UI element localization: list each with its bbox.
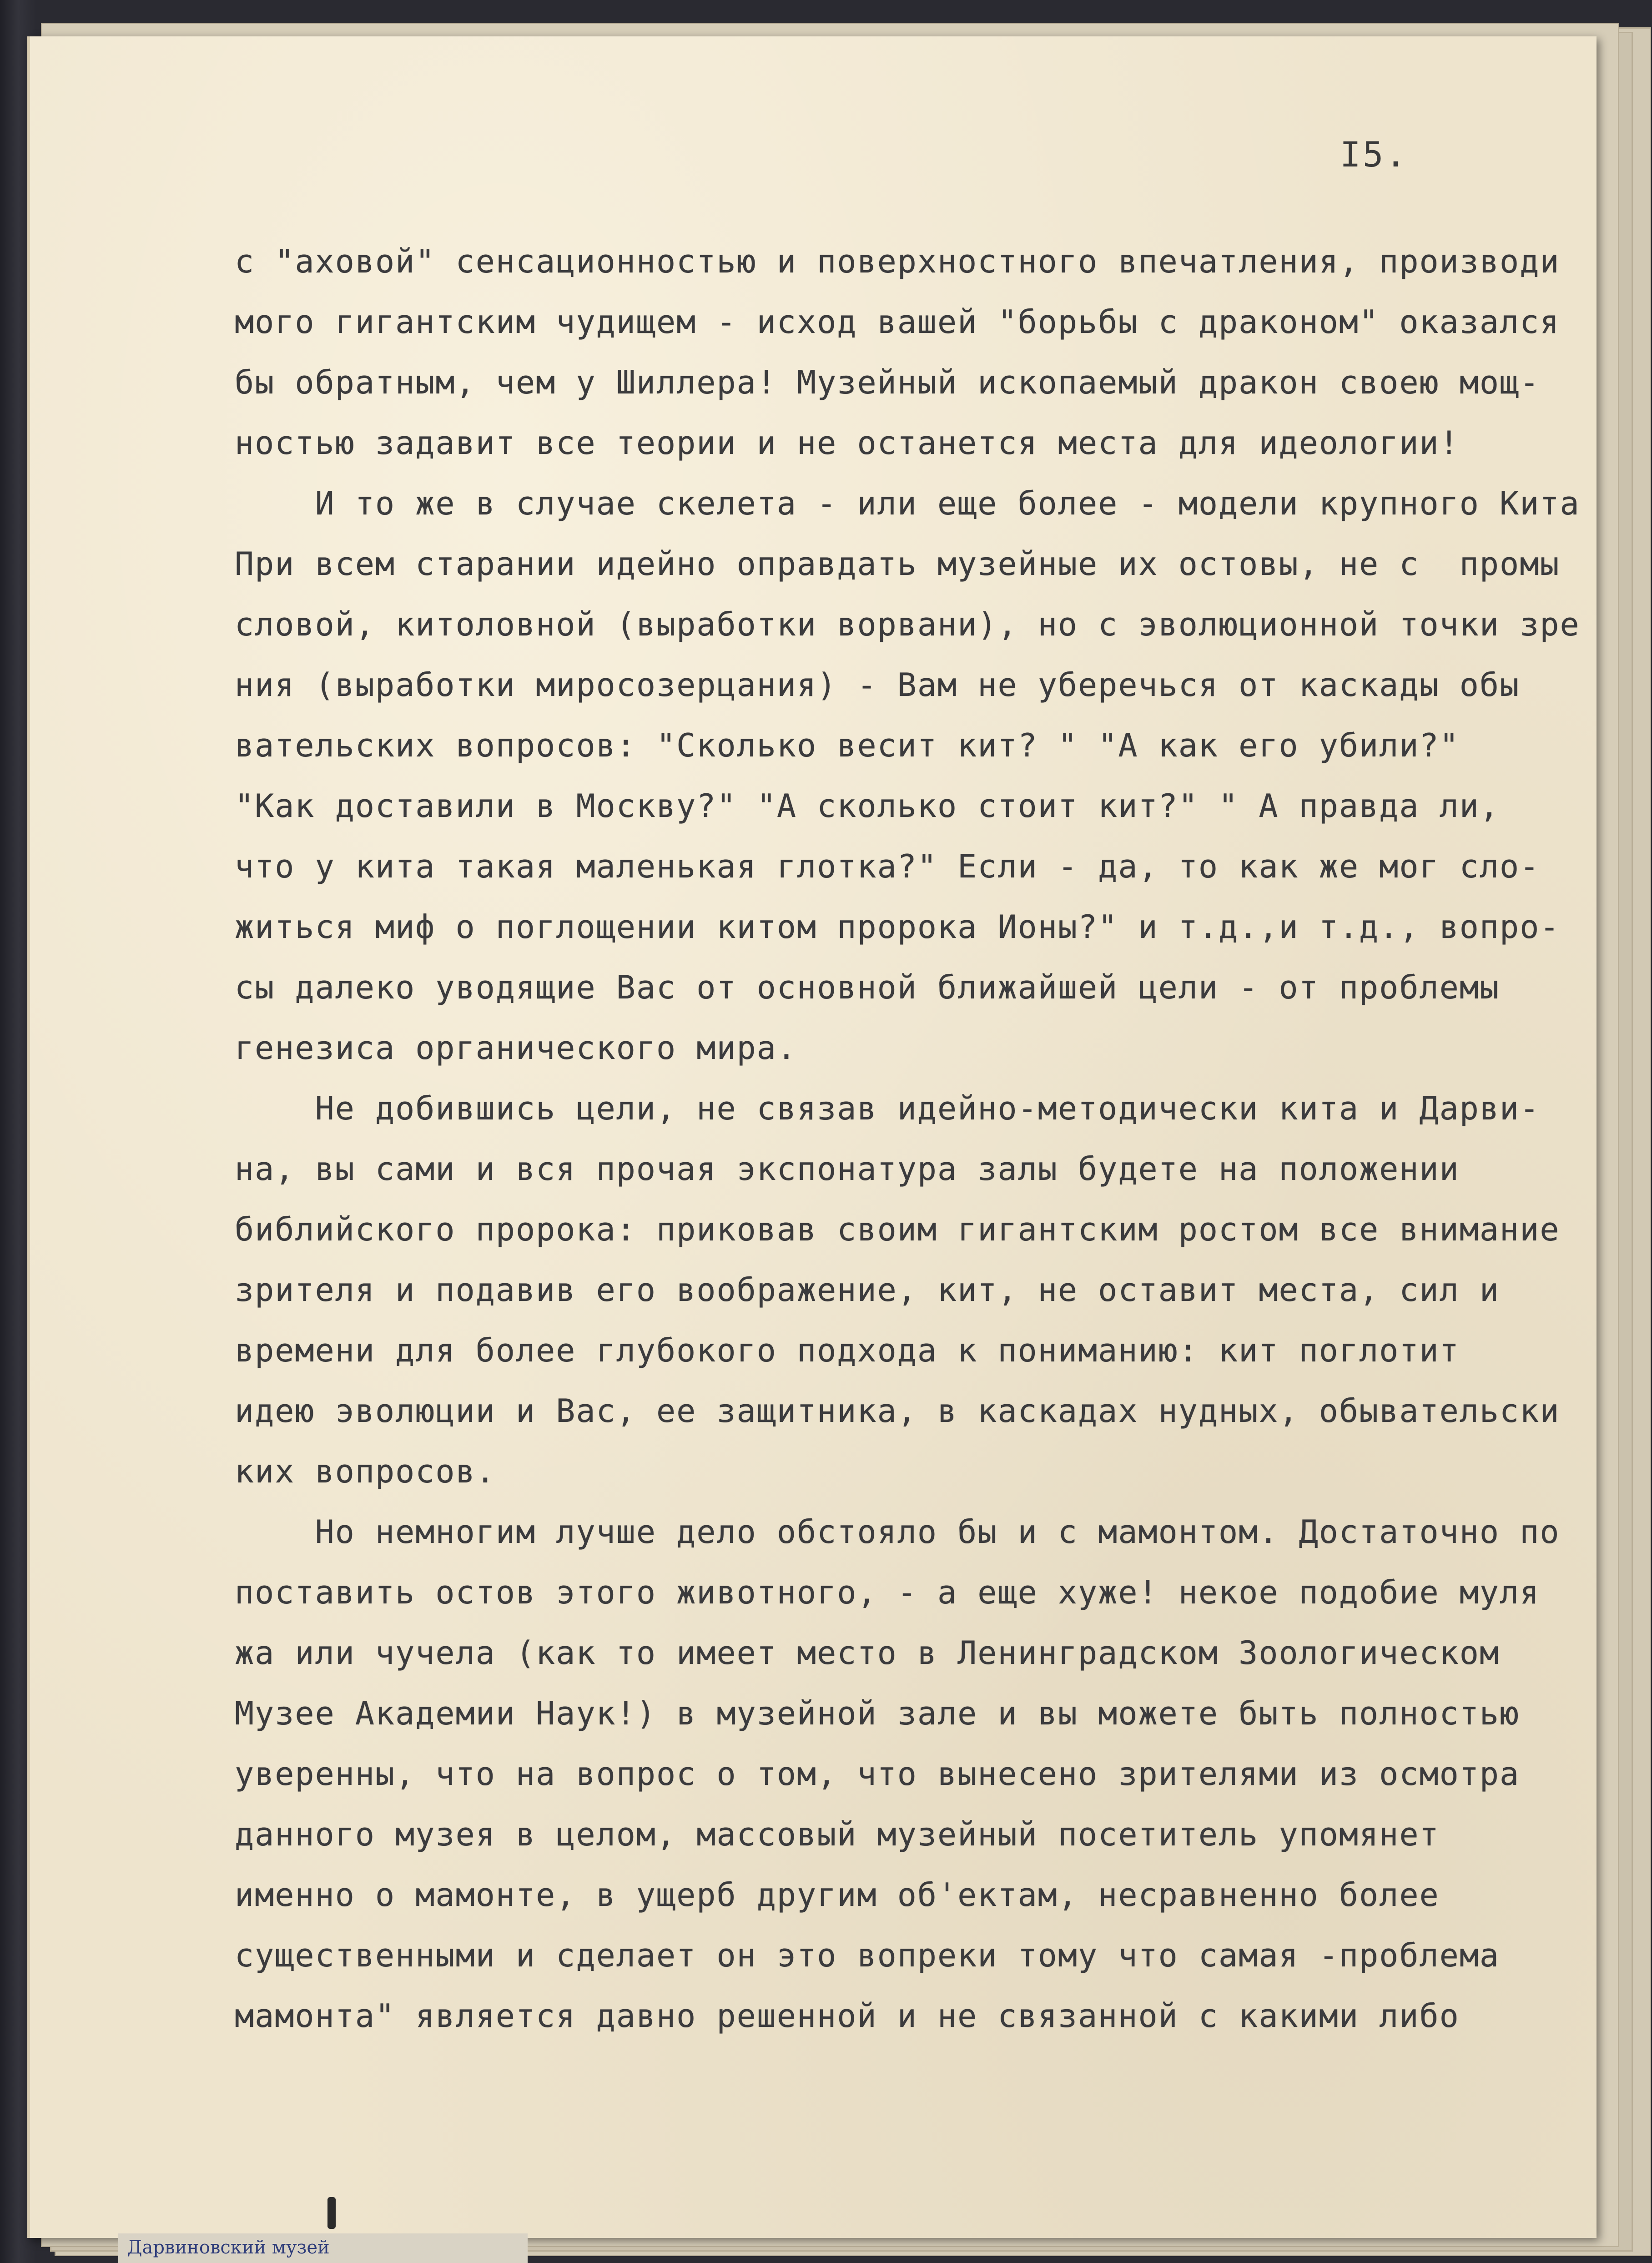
page-number: I5. — [1340, 134, 1408, 175]
text-line: "Как доставили в Москву?" "А сколько стоит кит?" " А правда ли, — [235, 787, 1500, 825]
text-line: данного музея в целом, массовый музейный посетитель упомянет — [235, 1816, 1440, 1853]
text-line: библийского пророка: приковав своим гигантским ростом все внимание — [235, 1211, 1560, 1248]
typed-page — [27, 36, 1597, 2238]
text-line: словой, китоловной (выработки ворвани), но с эволюционной точки зре — [235, 606, 1580, 643]
text-line: жа или чучела (как то имеет место в Ленинградском Зоологическом — [235, 1634, 1500, 1672]
text-line: на, вы сами и вся прочая экспонатура залы будете на положении — [235, 1150, 1460, 1188]
text-line: мамонта" является давно решенной и не связанной с какими либо — [235, 1997, 1460, 2035]
text-line: ния (выработки миросозерцания) - Вам не уберечься от каскады обы — [235, 666, 1520, 704]
text-line: сы далеко уводящие Вас от основной ближайшей цели - от проблемы — [235, 969, 1500, 1006]
text-line: Не добившись цели, не связав идейно-методически кита и Дарви- — [235, 1090, 1540, 1127]
text-line: мого гигантским чудищем - исход вашей "борьбы с драконом" оказался — [235, 303, 1560, 341]
archive-stamp-strip — [118, 2233, 528, 2263]
text-line: уверенны, что на вопрос о том, что вынесено зрителями из осмотра — [235, 1755, 1520, 1793]
text-line: существенными и сделает он это вопреки тому что самая -проблема — [235, 1937, 1500, 1974]
text-line: Но немногим лучше дело обстояло бы и с мамонтом. Достаточно по — [235, 1513, 1560, 1551]
text-line: генезиса органического мира. — [235, 1029, 797, 1067]
text-line: идею эволюции и Вас, ее защитника, в каскадах нудных, обывательски — [235, 1392, 1560, 1430]
text-line: именно о мамонте, в ущерб другим об'ектам, несравненно более — [235, 1876, 1440, 1914]
text-line: ких вопросов. — [235, 1453, 496, 1490]
text-line: с "аховой" сенсационностью и поверхностного впечатления, производи — [235, 243, 1560, 280]
text-line: И то же в случае скелета - или еще более - модели крупного Кита — [235, 485, 1580, 522]
text-line: времени для более глубокого подхода к пониманию: кит поглотит — [235, 1332, 1460, 1369]
text-line: что у кита такая маленькая глотка?" Если - да, то как же мог сло- — [235, 848, 1540, 885]
text-line: ностью задавит все теории и не останется места для идеологии! — [235, 424, 1460, 462]
text-line: вательских вопросов: "Сколько весит кит? " "А как его убили?" — [235, 727, 1460, 764]
text-line: поставить остов этого животного, - а еще хуже! некое подобие муля — [235, 1574, 1540, 1611]
archive-stamp-text: Дарвиновский музей — [127, 2237, 330, 2258]
text-line: При всем старании идейно оправдать музейные их остовы, не с промы — [235, 545, 1560, 583]
text-line: бы обратным, чем у Шиллера! Музейный ископаемый дракон своею мощ- — [235, 364, 1540, 401]
text-line: зрителя и подавив его воображение, кит, не оставит места, сил и — [235, 1271, 1500, 1309]
binding-mark — [327, 2197, 336, 2229]
text-line: Музее Академии Наук!) в музейной зале и вы можете быть полностью — [235, 1695, 1520, 1732]
text-line: житься миф о поглощении китом пророка Ионы?" и т.д.,и т.д., вопро- — [235, 908, 1560, 946]
typed-text-body — [235, 241, 1622, 2138]
